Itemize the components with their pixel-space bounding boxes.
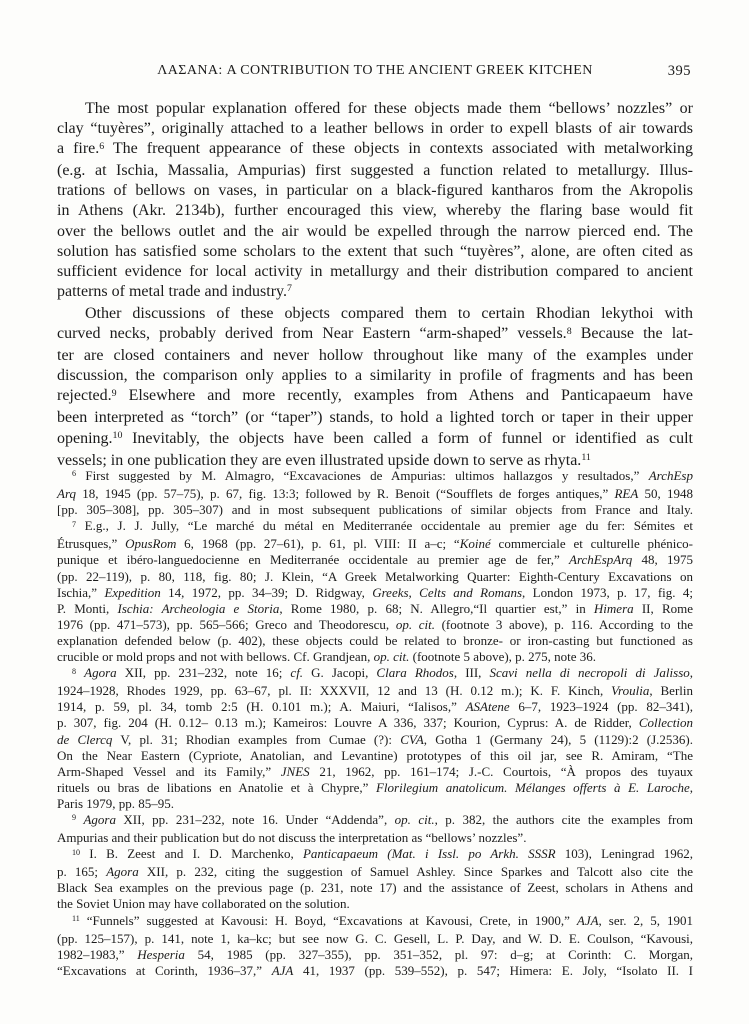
text-line [57, 386, 693, 408]
text-line [57, 161, 693, 181]
text-run: p. 307, fig. 204 (H. 0.12– 0.13 m.); Kameiros: Louvre A 336, 337; Kourion, Cyprus: A. de Ridder, [57, 715, 639, 731]
text-run [76, 665, 84, 680]
text-run: Arq [57, 486, 77, 502]
text-run: vessels; in one publication they are even illustrated upside down to serve as rhyta. [57, 451, 582, 469]
text-run: opening. [57, 429, 113, 447]
text-run: Arm-Shaped Vessel and its Family,” [57, 763, 281, 779]
text-line [57, 552, 693, 568]
text-run: Hesperia [137, 946, 185, 962]
footnote-7 [57, 518, 693, 665]
text-run: in Athens (Akr. 2134b), further encouraged this view, whereby the flaring base would fit [57, 202, 693, 220]
text-run: JNES [280, 763, 310, 779]
footnote-ref: 10 [112, 430, 123, 442]
text-run: 1914, p. 59, pl. 34, tomb 2:5 (H. 0.101 m.); A. Maiuri, “Ialisos,” [57, 699, 466, 715]
text-line [57, 947, 693, 963]
text-run: de Clercq [57, 731, 113, 747]
text-line [57, 324, 693, 346]
text-line [57, 748, 693, 764]
text-run: , [689, 779, 693, 795]
text-line [57, 585, 693, 601]
text-line [57, 963, 693, 979]
text-run: commerciale et culturelle phénico- [490, 536, 694, 552]
footnote-ref: 9 [111, 387, 117, 399]
footnote-6 [57, 468, 693, 518]
footnote-ref: 6 [72, 469, 77, 479]
text-run: 1924–1928, Rhodes 1929, pp. 63–67, pl. II: XXXVII, 12 and 13 (H. 0.12 m.); K. F. Kinch, [57, 683, 612, 699]
text-run: Paris 1979, pp. 85–95. [57, 795, 174, 811]
text-run: V, pl. 31; Rhodian examples from Cumae (?): [112, 731, 401, 747]
text-line [57, 304, 693, 324]
text-run: (pp. 125–157), p. 141, note 1, ka–kc; but see now G. C. Gesell, L. P. Day, and W. D. E. Coulson, “Kavousi, [57, 930, 693, 946]
text-line [57, 119, 693, 139]
footnote-8 [57, 665, 693, 812]
text-run: G. Jacopi, [303, 665, 377, 681]
footnote-ref: 11 [72, 913, 80, 923]
text-run: Agora [106, 864, 139, 880]
text-run: op. cit. [395, 616, 435, 632]
text-run: the Soviet Union may have collaborated on the solution. [57, 896, 350, 912]
text-run: Clara Rhodos [376, 665, 454, 681]
text-run: a fire. [57, 140, 100, 158]
text-run: , Rome 1980, p. 68; N. Allegro,“Il quartier est,” in [279, 600, 594, 616]
text-line [57, 429, 693, 451]
text-run: Other discussions of these objects compared them to certain Rhodian lekythoi with [85, 304, 693, 322]
footnote-9 [57, 812, 693, 846]
text-run: “Excavations at Corinth, 1936–37,” [57, 962, 272, 978]
text-run: “Funnels” suggested at Kavousi: H. Boyd, “Excavations at Kavousi, Crete, in 1900,” [79, 912, 577, 928]
footnotes-section [57, 468, 693, 979]
text-run: (pp. 22–119), p. 80, 118, fig. 80; J. Klein, “A Greek Metalworking Quarter: Eighth-Century Excavations on [57, 568, 693, 584]
text-run: Greeks, Celts and Romans [372, 584, 523, 600]
text-run: Ischia: Archeologia e Storia [117, 600, 280, 616]
text-line [57, 864, 693, 880]
body-paragraph [57, 99, 693, 304]
text-run: , III, [453, 665, 490, 681]
text-run: discussion, the comparison only applies to a similarity in profile of fragments and has been [57, 367, 693, 385]
text-line [57, 896, 693, 912]
text-run: XII, p. 232, citing the suggestion of Samuel Ashley. Since Sparkes and Talcott also cite the [138, 864, 693, 880]
text-line [57, 601, 693, 617]
text-run: Vroulia [611, 683, 650, 699]
text-line [57, 665, 693, 683]
text-run: ArchEsp [648, 468, 693, 483]
footnote-10 [57, 846, 693, 912]
text-run: 21, 1962, pp. 161–174; J.-C. Courtois, “À propos des tuyaux [309, 763, 693, 779]
text-line [57, 242, 693, 262]
text-run: (footnote 5 above), p. 275, note 36. [409, 649, 597, 665]
text-line [57, 796, 693, 812]
text-run: , ser. 2, 5, 1901 [598, 912, 693, 928]
text-run: Because the lat- [571, 325, 694, 343]
text-run: The most popular explanation offered for these objects made them “bellows’ nozzles” or [85, 100, 693, 117]
text-run: been interpreted as “torch” (or “taper”) stands, to hold a lighted torch or taper in their upper [57, 409, 693, 427]
footnote-ref: 8 [72, 666, 77, 676]
text-run: Panticapaeum (Mat. i Issl. po Arkh. SSSR [302, 846, 556, 862]
text-run: On the Near Eastern (Cypriote, Anatolian, and Levantine) prototypes of this oil jar, see R. Amiram, “The [57, 747, 693, 763]
footnote-ref: 10 [72, 847, 81, 857]
text-run: clay “tuyères”, originally attached to a leather bellows in order to expell blasts of air towards [57, 120, 693, 138]
text-run: sufficient evidence for local activity in metallurgy and their distribution compared to ancient [57, 262, 693, 280]
text-run: ter are closed containers and never hollow throughout like many of the examples under [57, 347, 693, 365]
text-run: AJA [576, 912, 599, 928]
footnote-ref: 7 [287, 283, 292, 295]
article-title: ΛΑΣΑΝΑ: A CONTRIBUTION TO THE ANCIENT GREEK KITCHEN [157, 63, 593, 78]
text-run: Elsewhere and more recently, examples from Athens and Panticapaeum have [116, 387, 693, 405]
text-line [57, 780, 693, 796]
text-line [57, 715, 693, 731]
text-line [57, 346, 693, 366]
footnote-ref: 9 [72, 813, 77, 823]
text-run: Étrusques,” [57, 536, 126, 552]
text-line [57, 764, 693, 780]
text-run: 6–7, 1923–1924 (pp. 82–341), [509, 699, 693, 715]
text-run: explanation defended below (p. 402), these objects could be related to bronze- or iron-casting but functioned as [57, 632, 693, 648]
text-run: patterns of metal trade and industry. [57, 282, 287, 300]
text-run: Scavi nella di necropoli di Jalisso [489, 665, 690, 681]
text-run: The frequent appearance of these objects in contexts associated with metalworking [104, 140, 693, 158]
text-run: XII, pp. 231–232, note 16. Under “Addenda”, [115, 811, 395, 827]
text-line [57, 468, 693, 486]
text-run: P. Monti, [57, 600, 118, 616]
text-run: cf. [290, 665, 304, 681]
text-run: ArchEspArq [569, 552, 633, 568]
text-run: rituels ou bras de libations en Anatolie et à Chypre,” [57, 779, 376, 795]
text-run: , Gotha 1 (Germany 24), 5 (1129):2 (J.2536). [423, 731, 693, 747]
text-run: 50, 1948 [638, 486, 693, 502]
text-run: II, Rome [633, 600, 693, 616]
text-line [57, 913, 693, 931]
text-line [57, 633, 693, 649]
text-run: 103), Leningrad 1962, [555, 846, 693, 862]
text-line [57, 181, 693, 201]
text-line [57, 649, 693, 665]
footnote-ref: 7 [72, 519, 77, 529]
text-run: rejected. [57, 387, 112, 405]
text-line [57, 732, 693, 748]
text-run: ASAtene [465, 699, 510, 715]
text-run: Agora [84, 665, 117, 681]
text-run: CVA [400, 731, 424, 747]
text-run: 41, 1937 (pp. 539–552), p. 547; Himera: E. Joly, “Isolato II. I [293, 962, 693, 978]
body-paragraph [57, 304, 693, 473]
text-run: 54, 1985 (pp. 327–355), pp. 351–352, pl. 97: d–g; at Corinth: C. Morgan, [184, 946, 693, 962]
text-line [57, 408, 693, 428]
text-run: 14, 1972, pp. 34–39; D. Ridgway, [160, 584, 373, 600]
text-run: p. 165; [57, 864, 107, 880]
text-run: 48, 1975 [632, 552, 694, 568]
text-run: XII, pp. 231–232, note 16; [116, 665, 291, 681]
text-line [57, 502, 693, 518]
text-run: , Berlin [649, 683, 693, 699]
text-run: Inevitably, the objects have been called a form of funnel or identified as cult [122, 429, 693, 447]
text-run: Ampurias and their publication but do not discuss the interpretation as “bellows’ nozzles”. [57, 830, 527, 846]
text-line [57, 518, 693, 536]
text-run: [pp. 305–308], pp. 305–307) and in most subsequent publications of similar objects from France and Italy. [57, 502, 693, 518]
text-run: , p. 382, the authors cite the examples from [434, 811, 694, 827]
text-run: Agora [83, 811, 116, 827]
text-line [57, 99, 693, 119]
footnote-ref: 6 [99, 140, 105, 152]
text-line [57, 282, 693, 304]
text-run: Collection [638, 715, 693, 731]
text-run: Black Sea examples on the previous page (p. 231, note 17) and the assistance of Zeest, scholars in Athens and [57, 880, 693, 896]
text-line [57, 699, 693, 715]
text-run: punique et ibéro-languedocienne en Mediterranée occidentale au premier age de fer,” [57, 552, 569, 568]
text-line [57, 139, 693, 161]
text-line [57, 812, 693, 830]
text-run: 18, 1945 (pp. 57–75), p. 67, fig. 13:3; followed by R. Benoit (“Soufflets de forges antiques,” [76, 486, 615, 502]
footnote-ref: 11 [581, 452, 591, 464]
text-line [57, 846, 693, 864]
text-run: op. cit. [373, 649, 410, 665]
text-line [57, 569, 693, 585]
running-head [57, 63, 693, 81]
text-line [57, 683, 693, 699]
text-run: E.g., J. J. Jully, “Le marché du métal en Mediterranée occidentale au premier age du fer: Sémites et [76, 518, 693, 534]
text-line [57, 536, 693, 552]
text-run: Himera [593, 600, 634, 616]
text-run: Koiné [459, 536, 491, 552]
text-run: trations of bellows on vases, in particular on a black-figured kantharos from the Akropolis [57, 182, 693, 200]
text-run: 1976 (pp. 471–573), pp. 565–566; Greco and Theodorescu, [57, 616, 396, 632]
text-run: 1982–1983,” [57, 946, 138, 962]
text-line [57, 830, 693, 846]
text-run: , London 1973, p. 17, fig. 4; [522, 584, 693, 600]
text-run: Expedition [104, 584, 161, 600]
footnote-ref: 8 [566, 325, 572, 337]
text-line [57, 222, 693, 242]
text-run: REA [614, 486, 639, 502]
text-run: AJA [271, 962, 294, 978]
text-run: solution has satisfied some scholars to the extent that such “tuyères”, alone, are often cited as [57, 242, 693, 260]
text-run: op. cit. [394, 811, 435, 827]
text-run: First suggested by M. Almagro, “Excavaciones de Ampurias: ultimos hallazgos y resultados,” [76, 468, 649, 483]
text-run: over the bellows outlet and the air would be expelled through the narrow pierced end. The [57, 222, 693, 240]
text-line [57, 880, 693, 896]
page-number: 395 [667, 63, 691, 79]
text-run: , [689, 665, 694, 681]
body-text [57, 99, 693, 473]
text-line [57, 617, 693, 633]
text-run: (e.g. at Ischia, Massalia, Ampurias) first suggested a function related to metallurgy. Illus- [57, 162, 693, 180]
text-run: I. B. Zeest and I. D. Marchenko, [80, 846, 303, 862]
text-run: Florilegium anatolicum. Mélanges offerts à E. Laroche [375, 779, 690, 795]
text-line [57, 931, 693, 947]
text-run: OpusRom [125, 536, 177, 552]
text-line [57, 201, 693, 221]
text-run: Ischia,” [57, 584, 105, 600]
text-run: crucible or mold props and not with bellows. Cf. Grandjean, [57, 649, 374, 665]
text-run: curved necks, probably derived from Near Eastern “arm-shaped” vessels. [57, 325, 567, 343]
text-line [57, 262, 693, 282]
text-line [57, 486, 693, 502]
text-run: 6, 1968 (pp. 27–61), p. 61, pl. VIII: II a–c; “ [176, 536, 460, 552]
text-line [57, 366, 693, 386]
footnote-11 [57, 913, 693, 979]
text-run: (footnote 3 above), p. 116. According to the [434, 616, 693, 632]
